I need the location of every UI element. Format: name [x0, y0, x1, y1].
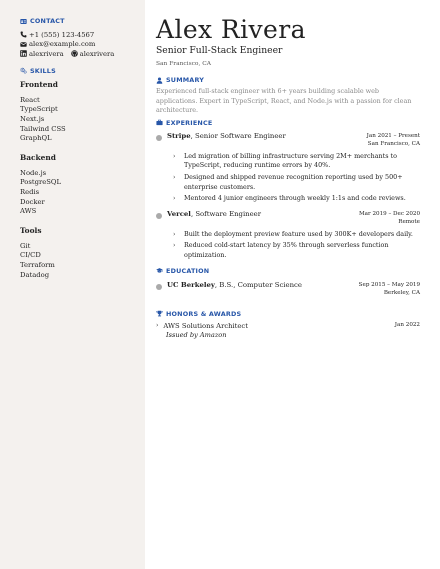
linkedin-link[interactable] — [20, 50, 64, 58]
education-heading: EDUCATION — [156, 267, 420, 275]
sidebar — [0, 0, 145, 569]
candidate-role: Senior Full-Stack Engineer — [156, 45, 283, 56]
skill-item: Docker — [20, 197, 45, 206]
skill-item: Git — [20, 241, 31, 250]
skill-item: Terraform — [20, 260, 55, 269]
job-title: , Software Engineer — [190, 209, 262, 218]
summary-heading: SUMMARY — [156, 76, 420, 84]
award-date: Jan 2022 — [394, 321, 420, 328]
skill-group-frontend — [20, 80, 135, 144]
skill-group-backend — [20, 153, 135, 217]
github-icon — [71, 50, 78, 57]
github-link[interactable] — [71, 50, 115, 58]
skill-group-title: Tools — [20, 225, 42, 235]
contact-card-icon — [20, 18, 27, 25]
experience-entry-vercel — [156, 210, 420, 261]
skill-item: CI/CD — [20, 251, 41, 260]
awards-heading: HONORS & AWARDS — [156, 310, 420, 318]
skill-item: GraphQL — [20, 134, 52, 143]
envelope-icon — [20, 41, 27, 48]
job-location: San Francisco, CA — [367, 140, 420, 147]
bullet-item: › Designed and shipped revenue recognition reporting used by 500+ enterprise customers. — [173, 172, 403, 191]
candidate-name: Alex Rivera — [156, 15, 306, 44]
job-bullets — [167, 152, 420, 204]
chevron-right-icon: › — [173, 173, 176, 181]
timeline-dot — [156, 213, 162, 219]
award-item — [156, 322, 420, 330]
entry-meta — [359, 281, 420, 297]
skill-item: Next.js — [20, 114, 45, 123]
skill-item: TypeScript — [20, 105, 58, 114]
gears-icon — [20, 67, 27, 74]
skill-item: AWS — [20, 207, 37, 216]
skill-item: Datadog — [20, 270, 50, 279]
degree: , B.S., Computer Science — [214, 280, 302, 289]
skill-group-title: Frontend — [20, 79, 58, 89]
entry-meta — [367, 132, 420, 148]
skill-item: React — [20, 95, 40, 104]
profile-links — [20, 49, 135, 59]
job-title: , Senior Software Engineer — [190, 131, 286, 140]
chevron-right-icon: › — [173, 152, 176, 160]
entry-header — [167, 210, 420, 226]
job-bullets — [167, 230, 420, 261]
bullet-item: › Built the deployment preview feature used by 300K+ developers daily. — [173, 229, 413, 238]
email-line[interactable] — [20, 40, 135, 50]
entry-header — [167, 281, 420, 297]
contact-heading: CONTACT — [20, 17, 135, 25]
timeline-dot — [156, 284, 162, 290]
bullet-item: › Led migration of billing infrastructure serving 2M+ merchants to TypeScript, reducing runtime errors by 40%. — [173, 151, 397, 170]
education-dates: Sep 2015 – May 2019 — [358, 281, 420, 288]
trophy-icon — [156, 310, 163, 317]
phone-text: +1 (555) 123-4567 — [29, 30, 95, 39]
phone-icon — [20, 31, 27, 38]
education-entry — [156, 281, 420, 297]
experience-entry-stripe — [156, 132, 420, 204]
skill-item: Node.js — [20, 168, 47, 177]
skills-heading: SKILLS — [20, 67, 135, 75]
experience-heading: EXPERIENCE — [156, 119, 420, 127]
award-issuer: Issued by Amazon — [166, 330, 227, 339]
job-location: Remote — [398, 218, 420, 225]
user-icon — [156, 77, 163, 84]
job-dates: Jan 2021 – Present — [366, 132, 420, 139]
timeline-dot — [156, 135, 162, 141]
skill-group-title: Backend — [20, 152, 56, 162]
chevron-right-icon: › — [156, 321, 159, 329]
job-dates: Mar 2019 – Dec 2020 — [358, 210, 420, 217]
github-text: alexrivera — [79, 49, 115, 58]
email-text: alex@example.com — [29, 40, 96, 49]
bullet-item: › Mentored 4 junior engineers through weekly 1:1s and code reviews. — [173, 194, 406, 203]
main-content — [145, 0, 440, 569]
skills-section — [20, 67, 135, 280]
candidate-location: San Francisco, CA — [156, 61, 211, 67]
chevron-right-icon: › — [173, 195, 176, 203]
briefcase-icon — [156, 119, 163, 126]
phone-line[interactable] — [20, 30, 135, 40]
skill-item: Tailwind CSS — [20, 124, 66, 133]
company-name: Vercel — [167, 209, 191, 218]
skill-item: PostgreSQL — [20, 178, 61, 187]
entry-meta — [359, 210, 420, 226]
school-name: UC Berkeley — [167, 280, 215, 289]
education-location: Berkeley, CA — [383, 289, 420, 296]
linkedin-text: alexrivera — [29, 49, 64, 58]
chevron-right-icon: › — [173, 230, 176, 238]
graduation-cap-icon — [156, 267, 163, 274]
linkedin-icon — [20, 50, 27, 57]
company-name: Stripe — [167, 131, 191, 140]
skill-item: Redis — [20, 187, 40, 196]
summary-text: Experienced full-stack engineer with 6+ years building scalable web applications. Expert in TypeScript, React, and Node.js with a passion for clean architecture. — [156, 87, 412, 115]
award-title: AWS Solutions Architect — [163, 321, 248, 330]
chevron-right-icon: › — [173, 242, 176, 250]
bullet-item: › Reduced cold-start latency by 35% through serverless function optimization. — [173, 241, 389, 259]
entry-header — [167, 132, 420, 148]
skill-group-tools — [20, 226, 135, 280]
